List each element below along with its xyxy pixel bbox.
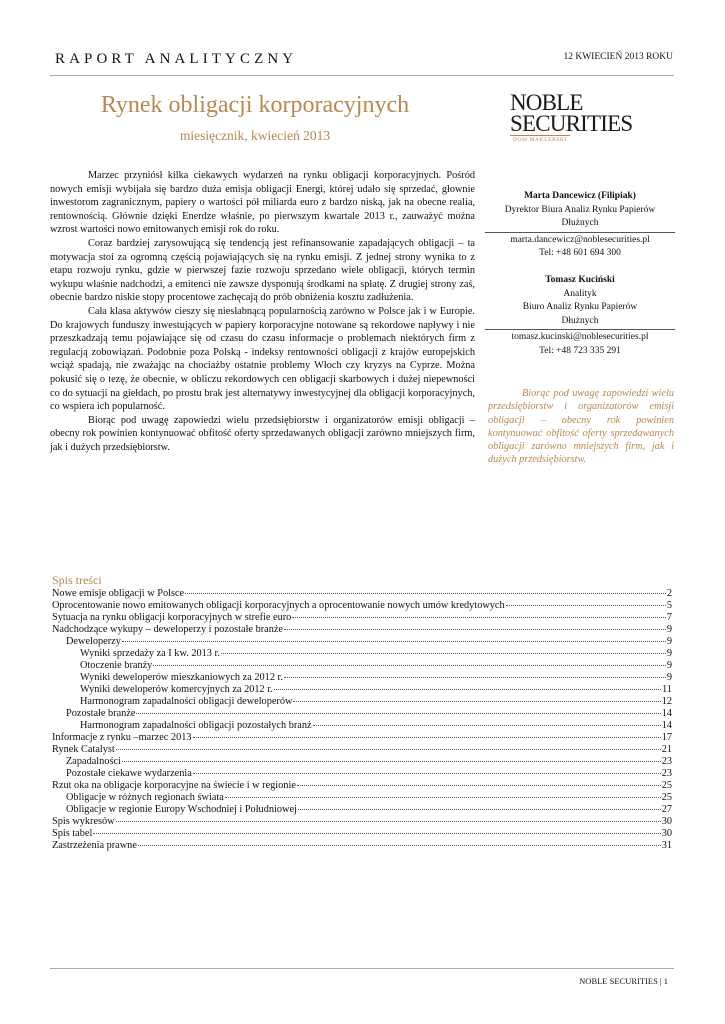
analyst-name: Marta Dancewicz (Filipiak) <box>524 191 636 201</box>
toc-leader <box>193 737 661 738</box>
toc-leader <box>116 821 661 822</box>
noble-securities-logo <box>510 90 633 136</box>
toc-entry[interactable] <box>52 588 672 600</box>
report-subtitle: miesięcznik, kwiecień 2013 <box>179 128 331 143</box>
toc-entry-label: Otoczenie branży <box>80 660 153 671</box>
toc-entry[interactable] <box>52 624 672 636</box>
toc-page-number: 7 <box>666 612 672 623</box>
analyst-role: Biuro Analiz Rynku Papierów <box>522 302 638 313</box>
toc-entry[interactable] <box>52 816 672 828</box>
toc-page-number: 14 <box>661 720 672 731</box>
toc-entry-label: Harmonogram zapadalności obligacji pozostałych branż <box>80 720 312 731</box>
toc-entry-label: Oprocentowanie nowo emitowanych obligacji korporacyjnych a oprocentowanie nowych umów kredytowych <box>52 600 505 611</box>
analyst-role: Dyrektor Biura Analiz Rynku Papierów <box>504 204 656 215</box>
toc-page-number: 23 <box>661 768 672 779</box>
toc-leader <box>136 713 660 714</box>
toc-entry-label: Spis wykresów <box>52 816 115 827</box>
toc-leader <box>185 593 666 594</box>
toc-entry[interactable] <box>52 792 672 804</box>
footer-divider <box>50 968 674 969</box>
contact-divider <box>485 232 675 233</box>
analyst-phone: Tel: +48 723 335 291 <box>539 345 621 356</box>
toc-entry[interactable] <box>52 768 672 780</box>
toc-page-number: 12 <box>661 696 672 707</box>
analyst-role: Analityk <box>563 288 597 299</box>
report-date: 12 KWIECIEŃ 2013 ROKU <box>563 52 673 62</box>
analyst-role: Dłużnych <box>561 315 599 326</box>
toc-leader <box>284 629 666 630</box>
toc-leader <box>297 785 661 786</box>
toc-page-number: 11 <box>662 684 672 695</box>
toc-entry-label: Obligacje w regionie Europy Wschodniej i Południowej <box>66 804 297 815</box>
toc-entry[interactable] <box>52 744 672 756</box>
toc-page-number: 17 <box>661 732 672 743</box>
toc-entry[interactable] <box>52 672 672 684</box>
toc-leader <box>225 797 661 798</box>
toc-entry-label: Zastrzeżenia prawne <box>52 840 137 851</box>
toc-entry[interactable] <box>52 720 672 732</box>
toc-leader <box>93 833 660 834</box>
logo-line-2: SECURITIES <box>510 111 633 136</box>
analyst-email[interactable]: tomasz.kucinski@noblesecurities.pl <box>511 332 649 343</box>
toc-leader <box>506 605 666 606</box>
body-paragraph: Biorąc pod uwagę zapowiedzi wielu przedsiębiorstw i organizatorów emisji obligacji – obecny rok powinien kontynuować obfitość oferty sprzedawanych obligacji zarówno mniejszych firm, jak i dużych przedsiębiorstw. <box>50 414 475 453</box>
toc-leader <box>193 773 661 774</box>
analyst-role: Dłużnych <box>561 218 599 229</box>
toc-entry-label: Nowe emisje obligacji w Polsce <box>52 588 185 599</box>
toc-page-number: 2 <box>666 588 672 599</box>
toc-entry-label: Wyniki deweloperów mieszkaniowych za 2012 r. <box>80 672 283 683</box>
toc-page-number: 27 <box>661 804 672 815</box>
toc-page-number: 25 <box>661 780 672 791</box>
toc-entry[interactable] <box>52 696 672 708</box>
table-of-contents <box>52 588 672 852</box>
footer-label: NOBLE SECURITIES | 1 <box>579 976 668 986</box>
body-text <box>50 169 475 454</box>
toc-page-number: 21 <box>661 744 672 755</box>
toc-entry[interactable] <box>52 708 672 720</box>
toc-page-number: 30 <box>661 828 672 839</box>
toc-leader <box>313 725 661 726</box>
toc-leader <box>122 641 666 642</box>
toc-entry[interactable] <box>52 732 672 744</box>
toc-page-number: 9 <box>666 672 672 683</box>
toc-entry-label: Sytuacja na rynku obligacji korporacyjnych w strefie euro <box>52 612 292 623</box>
pull-quote: Biorąc pod uwagę zapowiedzi wielu przedsiębiorstw i organizatorów emisji obligacji – obecny rok powinien kontynuować obfitość oferty sprzedawanych obligacji zarówno mniejszych firm, jak i dużych przedsiębiorstw. <box>488 388 674 466</box>
analyst-phone: Tel: +48 601 694 300 <box>539 248 621 259</box>
toc-leader <box>274 689 661 690</box>
toc-entry[interactable] <box>52 756 672 768</box>
body-paragraph: Marzec przyniósł kilka ciekawych wydarzeń na rynku obligacji korporacyjnych. Pośród nowych emisji wybijała się bardzo duża emisja obligacji Energi, której udało się sprzedać, głownie inwestorom zagranicznym, papiery o wartości pół miliarda euro z bardzo niską, jak na obecne realia, rentownością. Głównie dzięki Enerdze właśnie, po pierwszym kwartale 2013 r., zauważyć można wzrost wartości nowo emitowanych emisji rok do roku. <box>50 170 475 236</box>
toc-leader <box>116 749 661 750</box>
toc-entry[interactable] <box>52 600 672 612</box>
toc-entry-label: Deweloperzy <box>66 636 121 647</box>
toc-page-number: 5 <box>666 600 672 611</box>
toc-page-number: 14 <box>661 708 672 719</box>
toc-entry-label: Wyniki deweloperów komercyjnych za 2012 r. <box>80 684 273 695</box>
toc-leader <box>122 761 661 762</box>
logo-subtitle: DOM MAKLERSKI <box>510 135 570 143</box>
toc-entry-label: Nadchodzące wykupy – deweloperzy i pozostałe branże <box>52 624 284 635</box>
toc-entry-label: Informacje z rynku –marzec 2013 <box>52 732 192 743</box>
toc-entry-label: Zapadalności <box>66 756 121 767</box>
toc-title: Spis treści <box>52 573 102 587</box>
toc-entry-label: Harmonogram zapadalności obligacji deweloperów <box>80 696 293 707</box>
toc-entry[interactable] <box>52 684 672 696</box>
toc-page-number: 9 <box>666 660 672 671</box>
toc-entry[interactable] <box>52 660 672 672</box>
toc-page-number: 25 <box>661 792 672 803</box>
logo-line-1: NOBLE <box>510 90 583 115</box>
body-paragraph: Cała klasa aktywów cieszy się niesłabnącą popularnością zarówno w Polsce jak i w Europie. Do krajowych funduszy inwestujących w papiery korporacyjne notowane są rekordowe napływy i nie przeszkadzają temu pojawiające się od czasu do czasu informacje o problemach niektórych firm z regulacją zobowiązań. Podobnie poza Polską - indeksy rentowności obligacji z krajów europejskich wciąż spadają, nie zważając na chociażby ostatnie problemy Włoch czy kryzys na Cyprze. Można pokusić się o tezę, że obecnie, w obliczu rekordowych cen obligacji skarbowych i dużej niepewności co do sytuacji na giełdach, po prostu brak jest alternatywy inwestycyjnej dla obligacji korporacyjnych, co wspiera ich popularność. <box>50 305 475 413</box>
toc-entry-label: Rzut oka na obligacje korporacyjne na świecie i w regionie <box>52 780 296 791</box>
toc-entry-label: Obligacje w różnych regionach świata <box>66 792 224 803</box>
header-divider <box>50 75 674 76</box>
toc-entry-label: Pozostałe branże <box>66 708 136 719</box>
analyst-name: Tomasz Kuciński <box>545 274 615 285</box>
toc-page-number: 23 <box>661 756 672 767</box>
toc-entry[interactable] <box>52 780 672 792</box>
toc-entry-label: Rynek Catalyst <box>52 744 115 755</box>
toc-leader <box>284 677 666 678</box>
analyst-contacts <box>485 190 675 359</box>
toc-entry-label: Spis tabel <box>52 828 93 839</box>
body-paragraph: Coraz bardziej zarysowującą się tendencją jest refinansowanie zapadających obligacji – ta motywacja stoi za ogromną częścią pojawiających się na rynku emisji. Z jednej strony wynika to z etapu rozwoju rynku, gdzie w pierwszej fazie rozwoju sprzedano wiele obligacji, których termin wykupu właśnie nadchodzi, a emitenci nie zawsze dysponują środkami na spłatę. Z drugiej strony zaś, obecnie bardzo niskie stopy procentowe zachęcają do prób obniżenia kosztu zadłużenia. <box>50 237 475 304</box>
toc-entry[interactable] <box>52 612 672 624</box>
toc-entry-label: Wyniki sprzedaży za I kw. 2013 r. <box>80 648 220 659</box>
toc-entry[interactable] <box>52 840 672 852</box>
report-type-label: RAPORT ANALITYCZNY <box>55 51 298 67</box>
toc-leader <box>293 701 660 702</box>
report-title: Rynek obligacji korporacyjnych <box>100 92 410 118</box>
toc-leader <box>292 617 666 618</box>
toc-page-number: 9 <box>666 648 672 659</box>
toc-leader <box>138 845 661 846</box>
toc-leader <box>221 653 666 654</box>
toc-entry[interactable] <box>52 648 672 660</box>
toc-leader <box>298 809 661 810</box>
contact-divider <box>485 329 675 330</box>
toc-leader <box>153 665 666 666</box>
toc-page-number: 31 <box>661 840 672 851</box>
analyst-email[interactable]: marta.dancewicz@noblesecurities.pl <box>510 234 650 245</box>
toc-entry-label: Pozostałe ciekawe wydarzenia <box>66 768 192 779</box>
toc-page-number: 30 <box>661 816 672 827</box>
toc-entry[interactable] <box>52 636 672 648</box>
toc-entry[interactable] <box>52 804 672 816</box>
toc-page-number: 9 <box>666 636 672 647</box>
toc-entry[interactable] <box>52 828 672 840</box>
toc-page-number: 9 <box>666 624 672 635</box>
